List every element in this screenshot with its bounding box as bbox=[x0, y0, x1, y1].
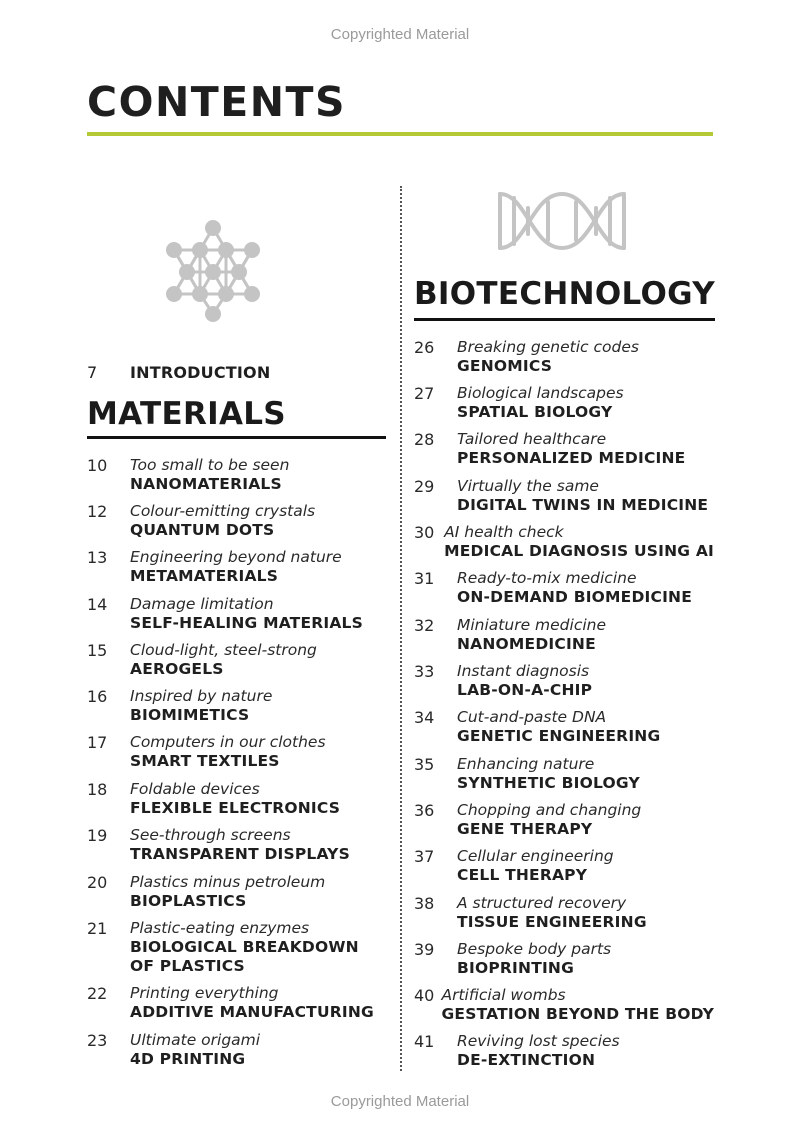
entry-heading: DE-EXTINCTION bbox=[457, 1051, 596, 1069]
entry-subtitle: Damage limitation bbox=[130, 595, 274, 613]
entry-heading-line2: OF PLASTICS bbox=[130, 957, 245, 975]
entry-subtitle: Reviving lost species bbox=[457, 1032, 620, 1050]
section-rule-materials bbox=[87, 436, 386, 439]
page-number: 39 bbox=[414, 940, 435, 959]
toc-entry[interactable] bbox=[414, 847, 714, 885]
page-number: 33 bbox=[414, 662, 435, 681]
copyright-watermark-top: Copyrighted Material bbox=[330, 26, 470, 43]
entry-heading: INTRODUCTION bbox=[130, 363, 271, 382]
entry-subtitle: See-through screens bbox=[130, 826, 291, 844]
entry-heading: BIOLOGICAL BREAKDOWN bbox=[130, 938, 359, 956]
section-title-materials: MATERIALS bbox=[87, 396, 286, 432]
toc-entry[interactable] bbox=[414, 894, 714, 932]
entry-subtitle: Colour-emitting crystals bbox=[130, 502, 316, 520]
page-number: 16 bbox=[87, 687, 108, 706]
entry-heading: SYNTHETIC BIOLOGY bbox=[457, 774, 640, 792]
dna-helix-icon bbox=[496, 190, 628, 252]
entry-heading: LAB-ON-A-CHIP bbox=[457, 681, 593, 699]
entry-subtitle: Plastic-eating enzymes bbox=[130, 919, 310, 937]
toc-entry[interactable] bbox=[414, 616, 714, 654]
page-number: 41 bbox=[414, 1032, 435, 1051]
toc-entry[interactable] bbox=[414, 338, 714, 376]
entry-subtitle: Enhancing nature bbox=[457, 755, 595, 773]
toc-entry[interactable] bbox=[414, 986, 714, 1024]
entry-heading: NANOMEDICINE bbox=[457, 635, 596, 653]
page-number: 27 bbox=[414, 384, 435, 403]
entry-heading: GENOMICS bbox=[457, 357, 553, 375]
entry-subtitle: Printing everything bbox=[130, 984, 279, 1002]
toc-entry[interactable] bbox=[87, 873, 387, 911]
entry-subtitle: Foldable devices bbox=[130, 780, 260, 798]
toc-entry[interactable] bbox=[87, 456, 387, 494]
entry-heading: CELL THERAPY bbox=[457, 866, 588, 884]
entry-subtitle: Engineering beyond nature bbox=[130, 548, 342, 566]
toc-entry[interactable] bbox=[414, 662, 714, 700]
entry-subtitle: Ultimate origami bbox=[130, 1031, 261, 1049]
page-number: 40 bbox=[414, 986, 435, 1005]
entry-heading: BIOPLASTICS bbox=[130, 892, 247, 910]
entry-subtitle: Tailored healthcare bbox=[457, 430, 607, 448]
entry-heading: GENETIC ENGINEERING bbox=[457, 727, 661, 745]
page-number: 13 bbox=[87, 548, 108, 567]
page-number: 38 bbox=[414, 894, 435, 913]
page-number: 37 bbox=[414, 847, 435, 866]
toc-entry[interactable] bbox=[87, 502, 387, 540]
page-number: 28 bbox=[414, 430, 435, 449]
toc-entry[interactable] bbox=[414, 708, 714, 746]
toc-entry[interactable] bbox=[87, 687, 387, 725]
page-number: 10 bbox=[87, 456, 108, 475]
entry-subtitle: Plastics minus petroleum bbox=[130, 873, 326, 891]
entry-subtitle: Computers in our clothes bbox=[130, 733, 326, 751]
section-title-biotechnology: BIOTECHNOLOGY bbox=[414, 276, 715, 312]
entry-subtitle: AI health check bbox=[444, 523, 564, 541]
page-number: 26 bbox=[414, 338, 435, 357]
column-divider bbox=[400, 186, 402, 1071]
toc-entry[interactable] bbox=[414, 384, 714, 422]
molecule-lattice-icon bbox=[163, 216, 263, 324]
page-number: 36 bbox=[414, 801, 435, 820]
page-title: CONTENTS bbox=[87, 78, 347, 126]
entry-subtitle: Bespoke body parts bbox=[457, 940, 612, 958]
toc-entry[interactable] bbox=[87, 733, 387, 771]
page-number: 18 bbox=[87, 780, 108, 799]
entry-subtitle: Cloud-light, steel-strong bbox=[130, 641, 317, 659]
entry-heading: SPATIAL BIOLOGY bbox=[457, 403, 613, 421]
section-rule-biotechnology bbox=[414, 318, 715, 321]
entry-heading: AEROGELS bbox=[130, 660, 224, 678]
page-number: 14 bbox=[87, 595, 108, 614]
entry-subtitle: Instant diagnosis bbox=[457, 662, 590, 680]
entry-heading: DIGITAL TWINS IN MEDICINE bbox=[457, 496, 709, 514]
entry-heading: ON-DEMAND BIOMEDICINE bbox=[457, 588, 692, 606]
toc-entry[interactable] bbox=[87, 826, 387, 864]
entry-subtitle: Virtually the same bbox=[457, 477, 599, 495]
page-number: 21 bbox=[87, 919, 108, 938]
toc-entry[interactable] bbox=[414, 755, 714, 793]
entry-heading: NANOMATERIALS bbox=[130, 475, 282, 493]
page-number: 35 bbox=[414, 755, 435, 774]
page-number: 15 bbox=[87, 641, 108, 660]
entry-subtitle: Ready-to-mix medicine bbox=[457, 569, 637, 587]
toc-entry[interactable] bbox=[87, 641, 387, 679]
entry-heading: TRANSPARENT DISPLAYS bbox=[130, 845, 350, 863]
page-number: 29 bbox=[414, 477, 435, 496]
entry-subtitle: Cellular engineering bbox=[457, 847, 614, 865]
toc-entry[interactable] bbox=[87, 1031, 387, 1069]
entry-subtitle: Cut-and-paste DNA bbox=[457, 708, 607, 726]
toc-entry[interactable] bbox=[414, 569, 714, 607]
entry-heading: METAMATERIALS bbox=[130, 567, 279, 585]
entry-subtitle: Chopping and changing bbox=[457, 801, 642, 819]
toc-entry[interactable] bbox=[87, 984, 387, 1022]
page-number: 17 bbox=[87, 733, 108, 752]
toc-entry[interactable] bbox=[414, 801, 714, 839]
toc-entry[interactable] bbox=[414, 1032, 714, 1070]
entry-heading: TISSUE ENGINEERING bbox=[457, 913, 647, 931]
toc-entry[interactable] bbox=[414, 523, 714, 561]
toc-entry[interactable] bbox=[87, 595, 387, 633]
entry-subtitle: Too small to be seen bbox=[130, 456, 290, 474]
page-number: 20 bbox=[87, 873, 108, 892]
entry-subtitle: Artificial wombs bbox=[441, 986, 566, 1004]
entry-heading: GESTATION BEYOND THE BODY bbox=[441, 1005, 714, 1023]
entry-heading: MEDICAL DIAGNOSIS USING AI bbox=[444, 542, 714, 560]
entry-subtitle: Miniature medicine bbox=[457, 616, 607, 634]
entry-heading: PERSONALIZED MEDICINE bbox=[457, 449, 686, 467]
entry-heading: BIOMIMETICS bbox=[130, 706, 250, 724]
page-number: 7 bbox=[87, 363, 98, 382]
title-accent-rule bbox=[87, 132, 713, 136]
entry-heading: 4D PRINTING bbox=[130, 1050, 246, 1068]
page-number: 12 bbox=[87, 502, 108, 521]
toc-entry[interactable] bbox=[414, 477, 714, 515]
toc-entry[interactable] bbox=[87, 780, 387, 818]
entry-heading: ADDITIVE MANUFACTURING bbox=[130, 1003, 374, 1021]
entry-heading: SELF-HEALING MATERIALS bbox=[130, 614, 363, 632]
toc-entry[interactable] bbox=[414, 940, 714, 978]
page-number: 34 bbox=[414, 708, 435, 727]
page-number: 30 bbox=[414, 523, 435, 542]
page-number: 32 bbox=[414, 616, 435, 635]
page-number: 22 bbox=[87, 984, 108, 1003]
copyright-watermark-bottom: Copyrighted Material bbox=[330, 1093, 470, 1110]
entry-heading: QUANTUM DOTS bbox=[130, 521, 275, 539]
toc-entry-introduction[interactable] bbox=[87, 363, 270, 382]
toc-entry[interactable] bbox=[87, 919, 387, 976]
entry-heading: GENE THERAPY bbox=[457, 820, 593, 838]
page-number: 19 bbox=[87, 826, 108, 845]
entry-heading: FLEXIBLE ELECTRONICS bbox=[130, 799, 341, 817]
page-number: 23 bbox=[87, 1031, 108, 1050]
page-number: 31 bbox=[414, 569, 435, 588]
entry-heading: SMART TEXTILES bbox=[130, 752, 280, 770]
toc-entry[interactable] bbox=[87, 548, 387, 586]
entry-heading: BIOPRINTING bbox=[457, 959, 575, 977]
entry-subtitle: Biological landscapes bbox=[457, 384, 624, 402]
entry-subtitle: Breaking genetic codes bbox=[457, 338, 639, 356]
entry-subtitle: Inspired by nature bbox=[130, 687, 273, 705]
toc-entry[interactable] bbox=[414, 430, 714, 468]
entry-subtitle: A structured recovery bbox=[457, 894, 627, 912]
